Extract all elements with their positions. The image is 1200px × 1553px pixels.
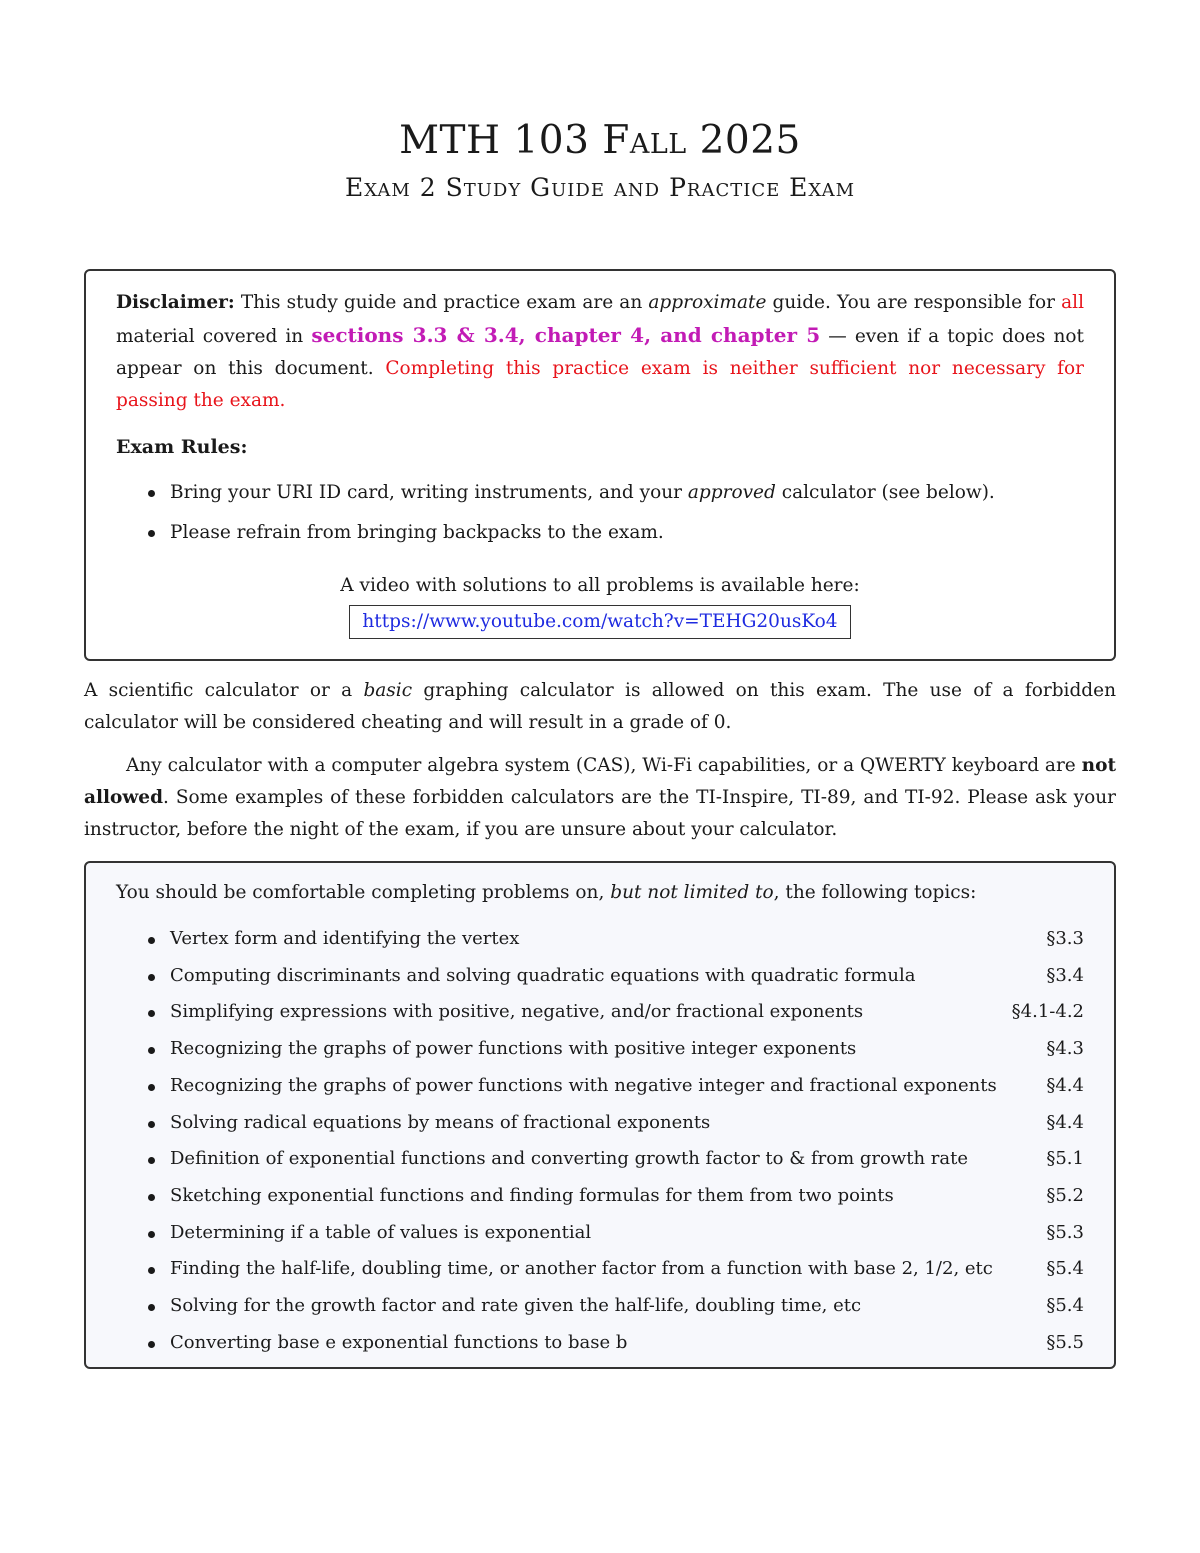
topic-section: §4.4 [1046,1111,1084,1133]
topic-item [148,1031,1084,1068]
topic-item [148,1141,1084,1178]
topic-text: Sketching exponential functions and finding formulas for them from two points [170,1184,894,1206]
topic-section: §5.4 [1046,1295,1084,1317]
topic-item [148,958,1084,995]
topic-text: Vertex form and identifying the vertex [170,928,520,949]
disclaimer-text-2: guide. You are responsible for [766,292,1062,313]
topic-section: §5.4 [1046,1258,1084,1280]
bullet-icon [148,530,155,537]
disclaimer-label: Disclaimer: [116,292,235,313]
calc-bold: not allowed [84,755,1116,808]
bullet-icon [148,1231,155,1238]
bullet-icon [148,937,155,944]
page-subtitle: Exam 2 Study Guide and Practice Exam [344,173,856,202]
bullet-icon [148,1084,155,1091]
disclaimer-all: all [1061,292,1084,313]
topic-section: §5.5 [1046,1331,1084,1353]
bullet-icon [148,1341,155,1348]
topic-item [148,1105,1084,1142]
video-caption: A video with solutions to all problems is available here: [340,575,860,596]
calculator-paragraph-1 [84,675,1116,739]
topics-intro-emphasis: but not limited to [610,882,774,903]
topic-section: §4.3 [1046,1038,1084,1060]
page-title: MTH 103 Fall 2025 [399,118,801,163]
bullet-icon [148,490,155,497]
topic-section: §5.3 [1046,1221,1084,1243]
topic-text: Recognizing the graphs of power functions with positive integer exponents [170,1038,857,1060]
topic-item [148,1251,1084,1288]
calc-text: Any calculator with a computer algebra system (CAS), Wi-Fi capabilities, or a QWERTY keyboard are [126,755,1082,776]
disclaimer-approximate: approximate [648,292,767,313]
topic-text: Converting base e exponential functions to base b [170,1331,628,1353]
topic-text: Recognizing the graphs of power functions with negative integer and fractional exponents [170,1074,997,1096]
bullet-icon [148,1194,155,1201]
rule-text-end: calculator (see below). [775,482,995,503]
topic-item [148,994,1084,1031]
topic-section: §5.2 [1046,1184,1084,1206]
topic-item [148,1215,1084,1252]
bullet-icon [148,1047,155,1054]
topic-text: Finding the half-life, doubling time, or another factor from a function with base 2, 1/2, etc [170,1258,993,1280]
topic-item [148,1288,1084,1325]
calc-text-end: . Some examples of these forbidden calculators are the TI-Inspire, TI-89, and TI-92. Please ask your instructor, before the night of the exam, if you are unsure about your calculator. [84,787,1116,840]
bullet-icon [148,1304,155,1311]
rule-text: Bring your URI ID card, writing instruments, and your [170,482,688,503]
disclaimer-warning: Completing this practice exam is neither sufficient nor necessary for passing the exam. [116,358,1084,411]
exam-rules-heading: Exam Rules: [116,436,248,458]
video-link-wrap [116,605,1084,639]
topics-intro-end: , the following topics: [773,882,977,903]
topic-section: §4.1-4.2 [1011,1001,1084,1023]
bullet-icon [148,1121,155,1128]
rule-item [148,473,1084,513]
topic-text: Determining if a table of values is exponential [170,1221,592,1243]
topic-item [148,921,1084,958]
bullet-icon [148,974,155,981]
topic-text: Solving for the growth factor and rate given the half-life, doubling time, etc [170,1295,862,1317]
calc-text: A scientific calculator or a [84,680,364,701]
topic-text: Simplifying expressions with positive, negative, and/or fractional exponents [170,1001,864,1023]
topic-section: §4.4 [1046,1074,1084,1096]
calc-emphasis: basic [363,680,413,701]
rule-text: Please refrain from bringing backpacks to the exam. [170,522,664,543]
topic-text: Computing discriminants and solving quadratic equations with quadratic formula [170,964,916,986]
bullet-icon [148,1157,155,1164]
topic-section: §3.3 [1046,928,1084,949]
disclaimer-sections: sections 3.3 & 3.4, chapter 4, and chapter 5 [311,323,821,347]
disclaimer-box [84,269,1116,661]
topic-item [148,1178,1084,1215]
rule-emphasis: approved [687,482,776,503]
exam-rules-list [116,473,1084,553]
calculator-paragraph-2 [84,750,1116,846]
topic-text: Definition of exponential functions and converting growth factor to & from growth rate [170,1148,969,1170]
rule-item [148,513,1084,553]
topic-item [148,1325,1084,1362]
topics-intro-text: You should be comfortable completing problems on, [116,882,611,903]
topic-section: §3.4 [1046,964,1084,986]
topics-box [84,861,1116,1369]
disclaimer-paragraph [116,287,1084,417]
disclaimer-text-4: — even if a topic does not appear on this document. [116,326,1084,379]
video-link[interactable]: https://www.youtube.com/watch?v=TEHG20usKo4 [349,605,850,639]
topic-item [148,1068,1084,1105]
disclaimer-text-1: This study guide and practice exam are an [234,292,649,313]
calc-text-end: graphing calculator is allowed on this exam. The use of a forbidden calculator will be considered cheating and will result in a grade of 0. [84,680,1117,733]
bullet-icon [148,1267,155,1274]
bullet-icon [148,1010,155,1017]
topics-list [116,921,1084,1361]
topics-intro [116,877,1084,909]
topic-section: §5.1 [1046,1148,1084,1170]
disclaimer-text-3: material covered in [116,326,312,347]
topic-text: Solving radical equations by means of fractional exponents [170,1111,711,1133]
